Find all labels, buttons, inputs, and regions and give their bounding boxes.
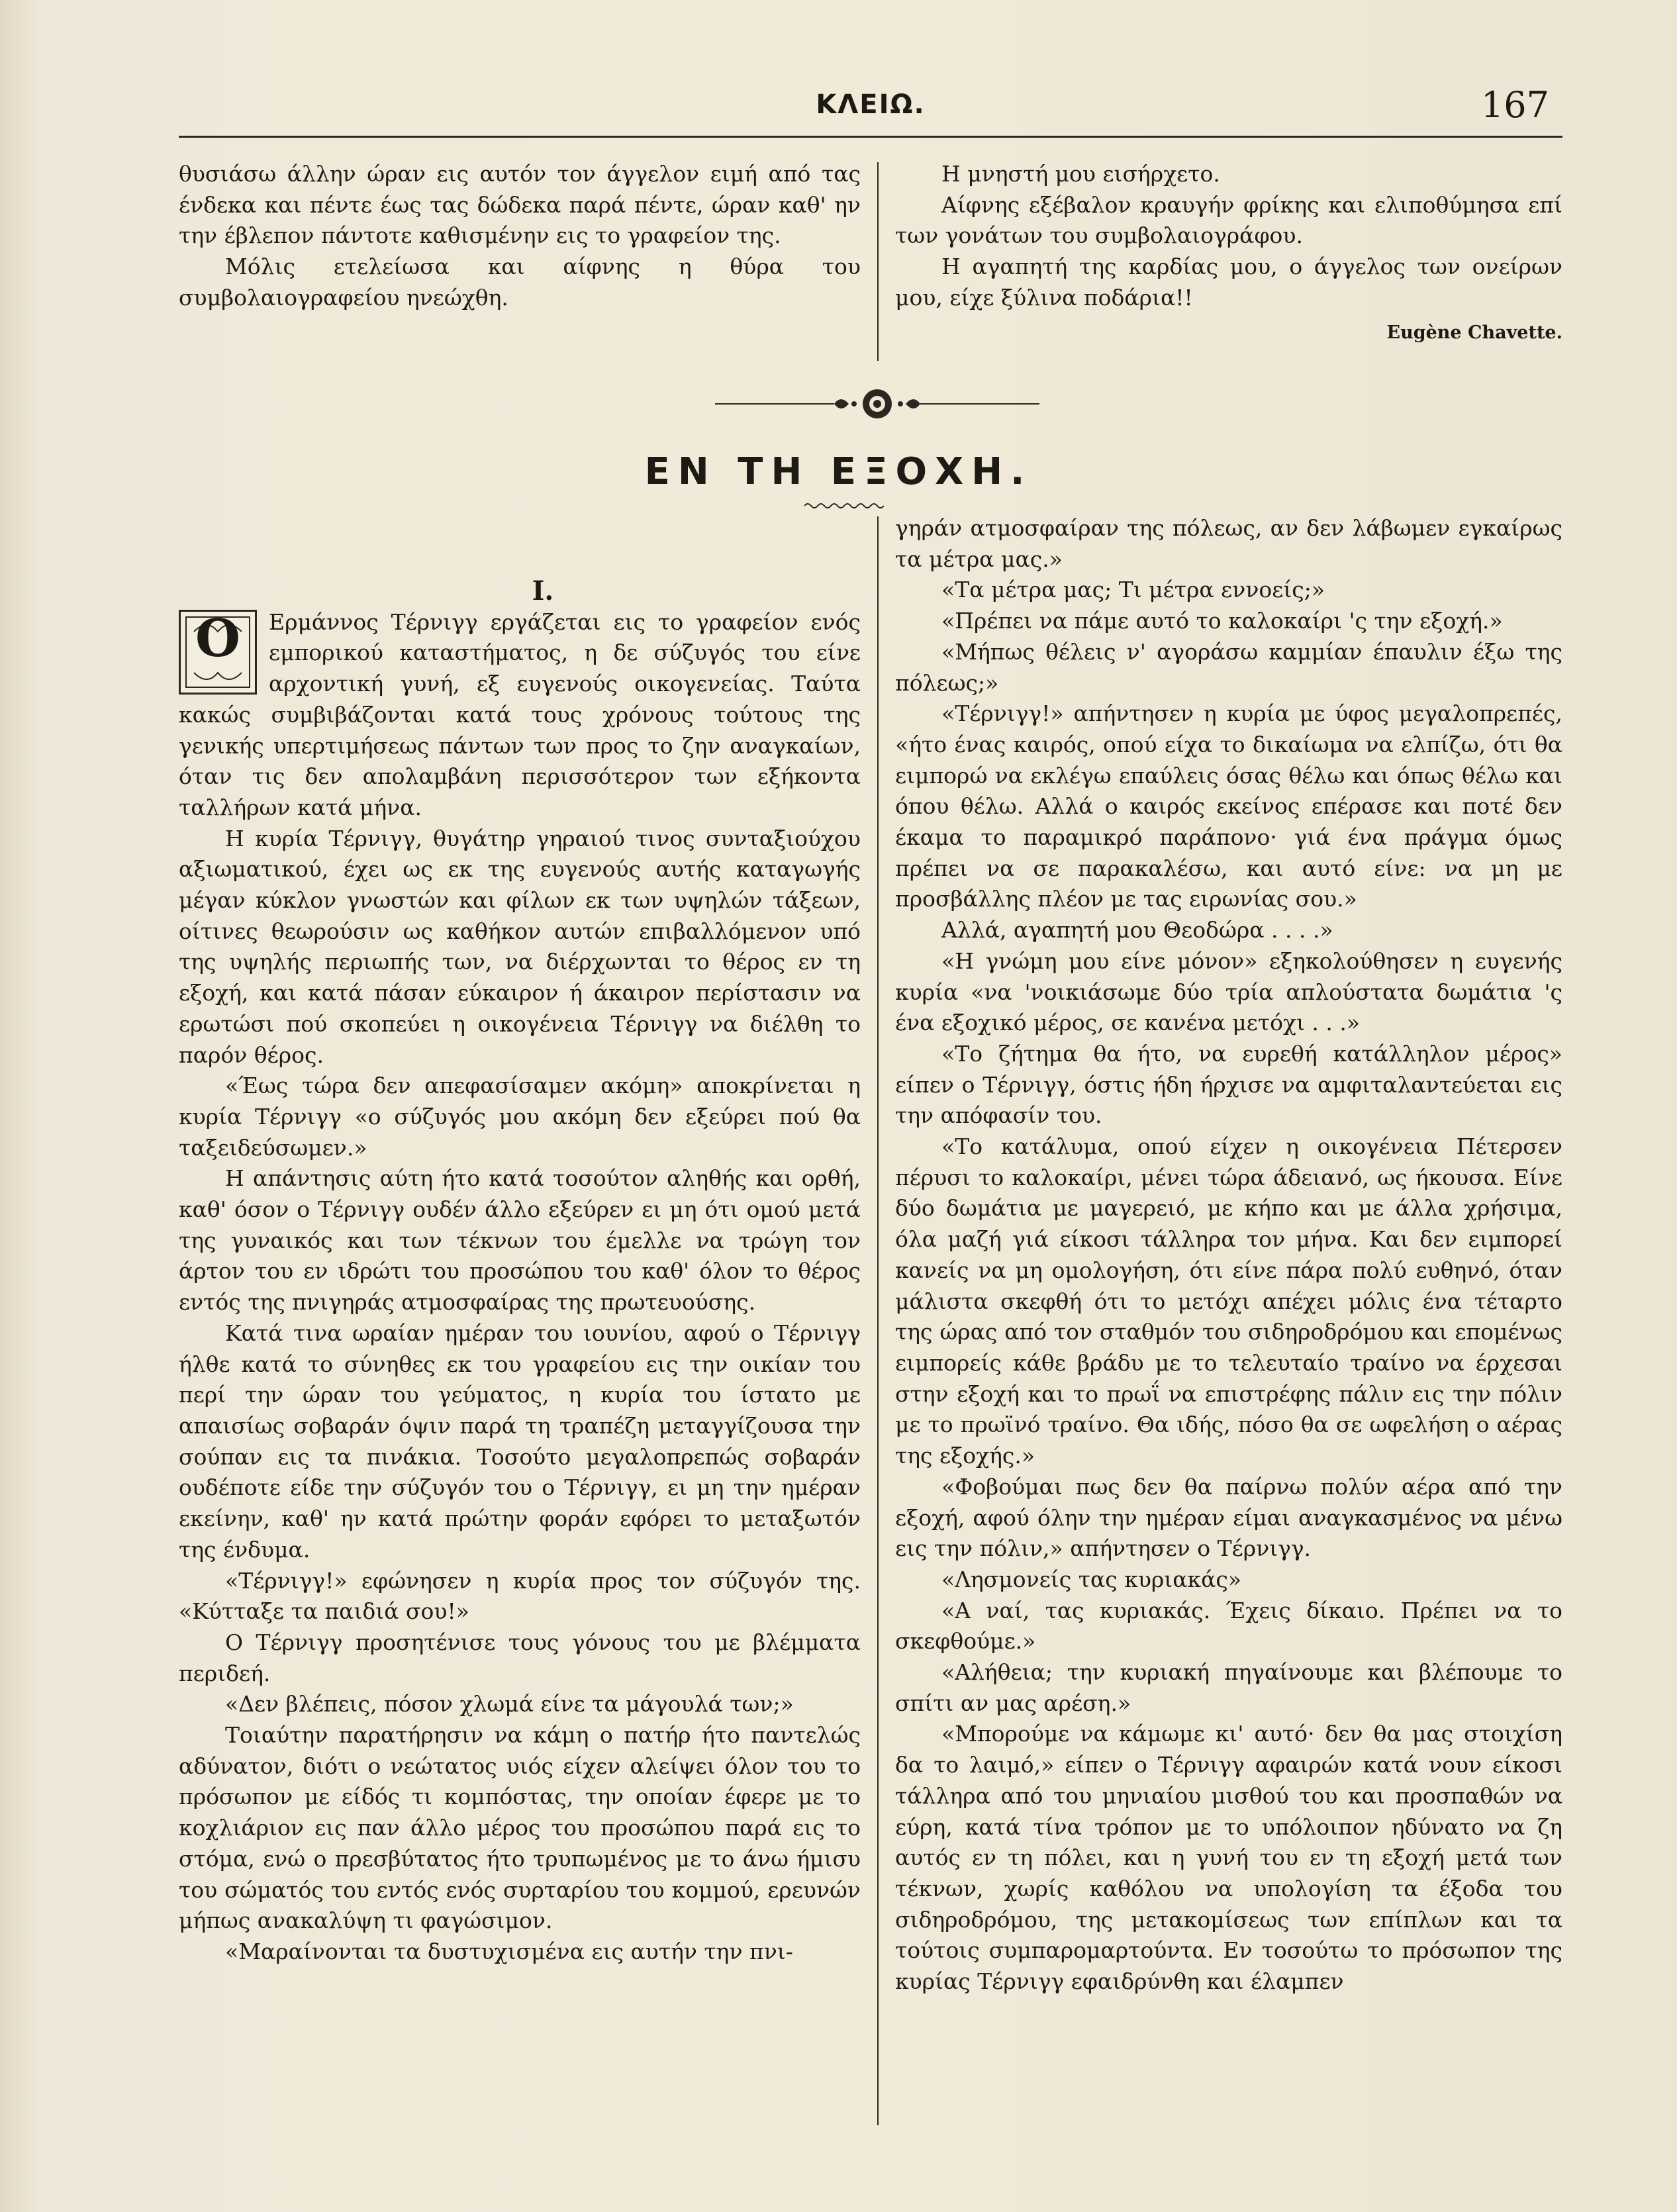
journal-title: ΚΛΕΙΩ. bbox=[816, 89, 926, 120]
paragraph: «Δεν βλέπεις, πόσον χλωμά είνε τα μάγουλά των;» bbox=[225, 1691, 794, 1717]
page-number: 167 bbox=[1480, 84, 1549, 126]
paragraph: «Η γνώμη μου είνε μόνον» εξηκολούθησεν η ευγενής κυρία «να 'νοικιάσωμε δύο τρία απλούστατα δωμάτια 'ς ένα εξοχικό μέρος, σε κανένα μετόχι . . .» bbox=[895, 947, 1562, 1036]
previous-article-right-column bbox=[895, 159, 1562, 348]
paragraph: Αίφνης εξέβαλον κραυγήν φρίκης και ελιποθύμησα επί των γονάτων του συμβολαιογράφου. bbox=[895, 191, 1562, 249]
paragraph: Η αγαπητή της καρδίας μου, ο άγγελος των ονείρων μου, είχε ξύλινα ποδάρια!! bbox=[895, 254, 1562, 311]
paragraph: Αλλά, αγαπητή μου Θεοδώρα . . . .» bbox=[941, 917, 1333, 943]
paragraph: «Αλήθεια; την κυριακή πηγαίνουμε και βλέπουμε το σπίτι αν μας αρέση.» bbox=[895, 1659, 1562, 1716]
ornament-divider bbox=[715, 387, 1039, 420]
article-right-column bbox=[895, 513, 1562, 1997]
paragraph: Ερμάννος Τέρνιγγ εργάζεται εις το γραφείον ενός εμπορικού καταστήματος, η δε σύζυγός του είνε αρχοντική γυνή, εξ ευγενούς οικογενείας. Ταύτα κακώς συμβιβάζονται κατά τους χρόνους τούτους της γενικής υπερτιμήσεως πάντων των προς το ζην αναγκαίων, όταν τις δεν απολαμβάνη περισσότερον των εξήκοντα ταλλήρων κατά μήνα. bbox=[179, 608, 861, 820]
article-left-column bbox=[179, 576, 861, 1968]
running-header bbox=[179, 83, 1562, 138]
paragraph: Κατά τινα ωραίαν ημέραν του ιουνίου, αφού ο Τέρνιγγ ήλθε κατά το σύνηθες εκ του γραφείου εις την οικίαν του περί την ώραν του γεύματος, η κυρία του ίστατο με απαισίως σοβαράν όψιν παρά τη τραπέζη μεταγγίζουσα την σούπαν εις τα πινάκια. Τοσούτο μεγαλοπρεπώς σοβαράν ουδέποτε είδε την σύζυγόν του ο Τέρνιγγ, ει μη την ημέραν εκείνην, καθ' ην κατά πρώτην φοράν εφόρει το μεταξωτόν της ένδυμα. bbox=[179, 1320, 861, 1563]
paragraph: «Μπορούμε να κάμωμε κι' αυτό· δεν θα μας στοιχίση δα το λαιμό,» είπεν ο Τέρνιγγ αφαιρών κατά νουν είκοσι τάλληρα από του μηνιαίου μισθού του και προσπαθών να εύρη, κατά τίνα τρόπον με το υπόλοιπον ηδύνατο να ζη αυτός εν τη πόλει, και η γυνή του εν τη εξοχή μετά των τέκνων, χωρίς καθόλου να υπολογίση τα έξοδα του σιδηροδρόμου, της μετακομίσεως των επίπλων και τα τούτοις συμπαρομαρτούντα. Εν τοσούτω το πρόσωπον της κυρίας Τέρνιγγ εφαιδρύνθη και έλαμπεν bbox=[895, 1721, 1562, 1995]
paragraph: «Μαραίνονται τα δυστυχισμένα εις αυτήν την πνι- bbox=[225, 1938, 793, 1964]
initial-letter: Ο bbox=[195, 608, 240, 669]
decorative-initial bbox=[179, 610, 257, 695]
column-rule bbox=[877, 516, 879, 2125]
paragraph: «Τέρνιγγ!» εφώνησεν η κυρία προς τον σύζυγόν της. «Κύτταξε τα παιδιά σου!» bbox=[179, 1567, 861, 1625]
paragraph: Ο Τέρνιγγ προσητένισε τους γόνους του με βλέμματα περιδεή. bbox=[179, 1629, 861, 1686]
column-rule bbox=[877, 162, 879, 361]
paragraph: «Λησμονείς τας κυριακάς» bbox=[941, 1566, 1242, 1592]
paragraph: «Το κατάλυμα, οπού είχεν η οικογένεια Πέτερσεν πέρυσι το καλοκαίρι, μένει τώρα άδειανό, ως ήκουσα. Είνε δύο δωμάτια με μαγερειό, με κήπο και με άλλα χρήσιμα, όλα μαζή γιά είκοσι τάλληρα τον μήνα. Και δεν ειμπορεί κανείς να μη ομολογήση, ότι είνε πάρα πολύ ευθηνό, όταν μάλιστα σκεφθή ότι το μετόχι απέχει μόλις ένα τέταρτο της ώρας από τον σταθμόν του σιδηροδρόμου και επομένως ειμπορείς κάθε βράδυ με το τελευταίο τραίνο να έρχεσαι στην εξοχή και το πρωΐ να επιστρέφης πάλιν εις την πόλιν με το πρωϊνό τραίνο. Θα ιδής, πόσο θα σε ωφελήση ο αέρας της εξοχής.» bbox=[895, 1133, 1562, 1469]
paragraph: Η μνηστή μου εισήρχετο. bbox=[941, 161, 1220, 187]
paragraph: «Μήπως θέλεις ν' αγοράσω καμμίαν έπαυλιν έξω της πόλεως;» bbox=[895, 638, 1562, 696]
paragraph: «Τέρνιγγ!» απήντησεν η κυρία με ύφος μεγαλοπρεπές, «ήτο ένας καιρός, οπού είχα το δικαίωμα να ελπίζω, ότι θα ειμπορώ να εκλέγω επαύλεις όσας θέλω και όπως θέλω και όπου θέλω. Αλλά ο καιρός εκείνος επέρασε και ποτέ δεν έκαμα το παραμικρό παράπονο· γιά ένα πράγμα όμως πρέπει να σε παρακαλέσω, και αυτό είνε: να μη με προσβάλλης πλέον με τας ειρωνίας σου.» bbox=[895, 700, 1562, 912]
paragraph: «Έως τώρα δεν απεφασίσαμεν ακόμη» αποκρίνεται η κυρία Τέρνιγγ «ο σύζυγός μου ακόμη δεν εξεύρει πού θα ταξειδεύσωμεν.» bbox=[179, 1073, 861, 1161]
paragraph: Τοιαύτην παρατήρησιν να κάμη ο πατήρ ήτο παντελώς αδύνατον, διότι ο νεώτατος υιός είχεν αλείψει όλον του το πρόσωπον με είδός τι κομπόστας, την οποίαν έφερε με το κοχλιάριον εις παν άλλο μέρος του προσώπου παρά εις το στόμα, ενώ ο πρεσβύτατος ήτο τρυπωμένος με το άνω ήμισυ του σώματός του εντός ενός συρταρίου του κομμού, ερευνών μήπως ανακαλύψη τι φαγώσιμον. bbox=[179, 1722, 861, 1934]
previous-article-left-column bbox=[179, 159, 861, 314]
section-number: I. bbox=[532, 575, 554, 606]
paragraph: «Α ναί, τας κυριακάς. Έχεις δίκαιο. Πρέπει να το σκεφθούμε.» bbox=[895, 1597, 1562, 1655]
paragraph: «Φοβούμαι πως δεν θα παίρνω πολύν αέρα από την εξοχή, αφού όλην την ημέραν είμαι αναγκασμένος να μένω εις την πόλιν,» απήντησεν ο Τέρνιγγ. bbox=[895, 1473, 1562, 1562]
article-title: ΕΝ ΤΗ ΕΞΟΧΗ. bbox=[644, 450, 1033, 493]
paragraph: «Τα μέτρα μας; Τι μέτρα εννοείς;» bbox=[941, 577, 1325, 603]
paragraph: θυσιάσω άλλην ώραν εις αυτόν τον άγγελον ειμή από τας ένδεκα και πέντε έως τας δώδεκα παρά πέντε, ώραν καθ' ην την έβλεπον πάντοτε καθισμένην εις το γραφείον της. bbox=[179, 161, 861, 249]
title-underline-ornament bbox=[804, 502, 884, 510]
paragraph: Μόλις ετελείωσα και αίφνης η θύρα του συμβολαιογραφείου ηνεώχθη. bbox=[179, 254, 861, 311]
paragraph: Η απάντησις αύτη ήτο κατά τοσούτον αληθής και ορθή, καθ' όσον ο Τέρνιγγ ουδέν άλλο εξεύρεν ει μη ότι ομού μετά της γυναικός και των τέκνων του έμελλε να τρώγη τον άρτον του εν ιδρώτι του προσώπου του καθ' όλον το θέρος εντός της πνιγηράς ατμοσφαίρας της πρωτευούσης. bbox=[179, 1165, 861, 1316]
paragraph: Η κυρία Τέρνιγγ, θυγάτηρ γηραιού τινος συνταξιούχου αξιωματικού, έχει ως εκ της ευγενούς αυτής καταγωγής μέγαν κύκλον γνωστών και φίλων εκ των υψηλών τάξεων, οίτινες θεωρούσιν ως καθήκον αυτών επιβαλλόμενον υπό της υψηλής περιωπής των, να διέρχωνται το θέρος εν τη εξοχή, και κατά πάσαν εύκαιρον ή άκαιρον περίστασιν να ερωτώσι πού σκοπεύει η οικογένεια Τέρνιγγ να διέλθη το παρόν θέρος. bbox=[179, 825, 861, 1068]
paragraph: «Το ζήτημα θα ήτο, να ευρεθή κατάλληλον μέρος» είπεν ο Τέρνιγγ, όστις ήδη ήρχισε να αμφιταλαντεύεται εις την απόφασίν του. bbox=[895, 1040, 1562, 1129]
author-signature: Eugène Chavette. bbox=[1386, 322, 1562, 343]
paragraph: «Πρέπει να πάμε αυτό το καλοκαίρι 'ς την εξοχή.» bbox=[941, 608, 1503, 634]
paragraph: γηράν ατμοσφαίραν της πόλεως, αν δεν λάβωμεν εγκαίρως τα μέτρα μας.» bbox=[895, 515, 1562, 572]
